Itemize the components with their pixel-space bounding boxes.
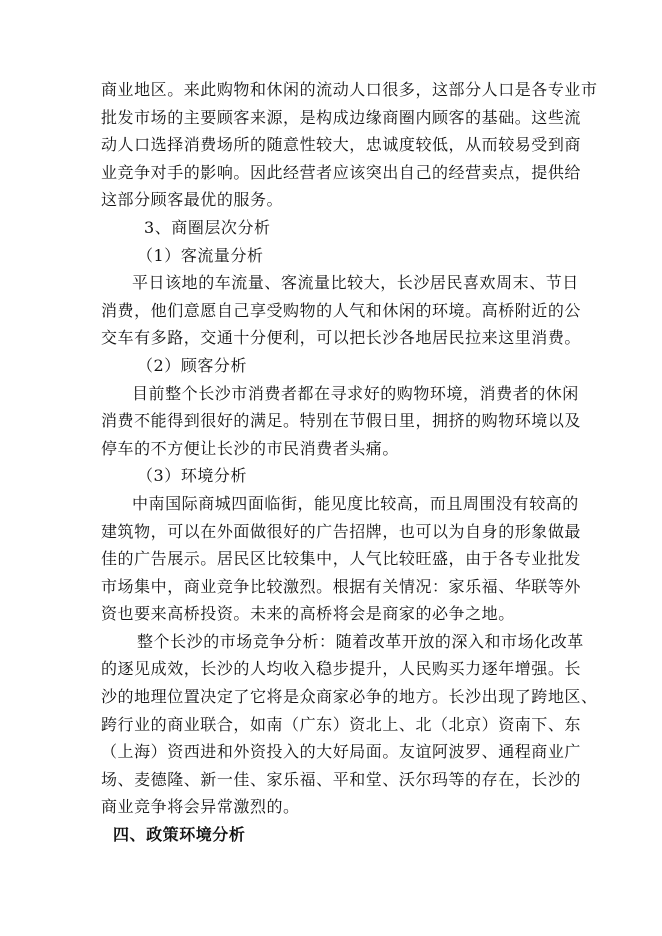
paragraph-line: 动人口选择消费场所的随意性较大，忠诚度较低，从而较易受到商 — [101, 135, 581, 155]
paragraph-line: 中南国际商城四面临街，能见度比较高，而且周围没有较高的 — [132, 493, 579, 513]
paragraph-line: 佳的广告展示。居民区比较集中，人气比较旺盛，由于各专业批发 — [101, 549, 581, 569]
subsection-heading: （1）客流量分析 — [137, 245, 264, 265]
paragraph-line: 资也要来高桥投资。未来的高桥将会是商家的必争之地。 — [101, 604, 515, 624]
paragraph-line: 市场集中，商业竞争比较激烈。根据有关情况：家乐福、华联等外 — [101, 576, 581, 596]
paragraph-line: 沙的地理位置决定了它将是众商家必争的地方。长沙出现了跨地区、 — [101, 687, 598, 707]
chapter-heading: 四、政策环境分析 — [113, 825, 246, 845]
paragraph-line: 建筑物，可以在外面做很好的广告招牌，也可以为自身的形象做最 — [101, 521, 581, 541]
document-body — [101, 76, 598, 849]
paragraph-line: 商业竞争将会异常激烈的。 — [101, 797, 300, 817]
paragraph-line: 批发市场的主要顾客来源，是构成边缘商圈内顾客的基础。这些流 — [101, 107, 581, 127]
paragraph-line: 停车的不方便让长沙的市民消费者头痛。 — [101, 438, 399, 458]
paragraph-line: 交车有多路，交通十分便利，可以把长沙各地居民拉来这里消费。 — [101, 328, 581, 348]
paragraph-line: （上海）资西进和外资投入的大好局面。友谊阿波罗、通程商业广 — [101, 742, 581, 762]
paragraph-line: 跨行业的商业联合，如南（广东）资北上、北（北京）资南下、东 — [101, 714, 581, 734]
paragraph-line: 的逐见成效，长沙的人均收入稳步提升，人民购买力逐年增强。长 — [101, 659, 581, 679]
paragraph-line: 消费，他们意愿自己享受购物的人气和休闲的环境。高桥附近的公 — [101, 300, 581, 320]
section-heading: 3、商圈层次分析 — [144, 217, 271, 237]
paragraph-line: 商业地区。来此购物和休闲的流动人口很多，这部分人口是各专业市 — [101, 80, 598, 99]
paragraph-line: 目前整个长沙市消费者都在寻求好的购物环境，消费者的休闲 — [132, 383, 579, 403]
paragraph-line: 业竞争对手的影响。因此经营者应该突出自己的经营卖点，提供给 — [101, 162, 581, 182]
subsection-heading: （3）环境分析 — [137, 466, 248, 486]
paragraph-line: 平日该地的车流量、客流量比较大，长沙居民喜欢周末、节日 — [132, 273, 579, 293]
subsection-heading: （2）顾客分析 — [137, 355, 248, 375]
paragraph-line: 整个长沙的市场竞争分析：随着改革开放的深入和市场化改革 — [137, 631, 584, 651]
paragraph-line: 消费不能得到很好的满足。特别在节假日里，拥挤的购物环境以及 — [101, 411, 581, 431]
paragraph-line: 场、麦德隆、新一佳、家乐福、平和堂、沃尔玛等的存在，长沙的 — [101, 769, 581, 789]
paragraph-line: 这部分顾客最优的服务。 — [101, 190, 284, 210]
